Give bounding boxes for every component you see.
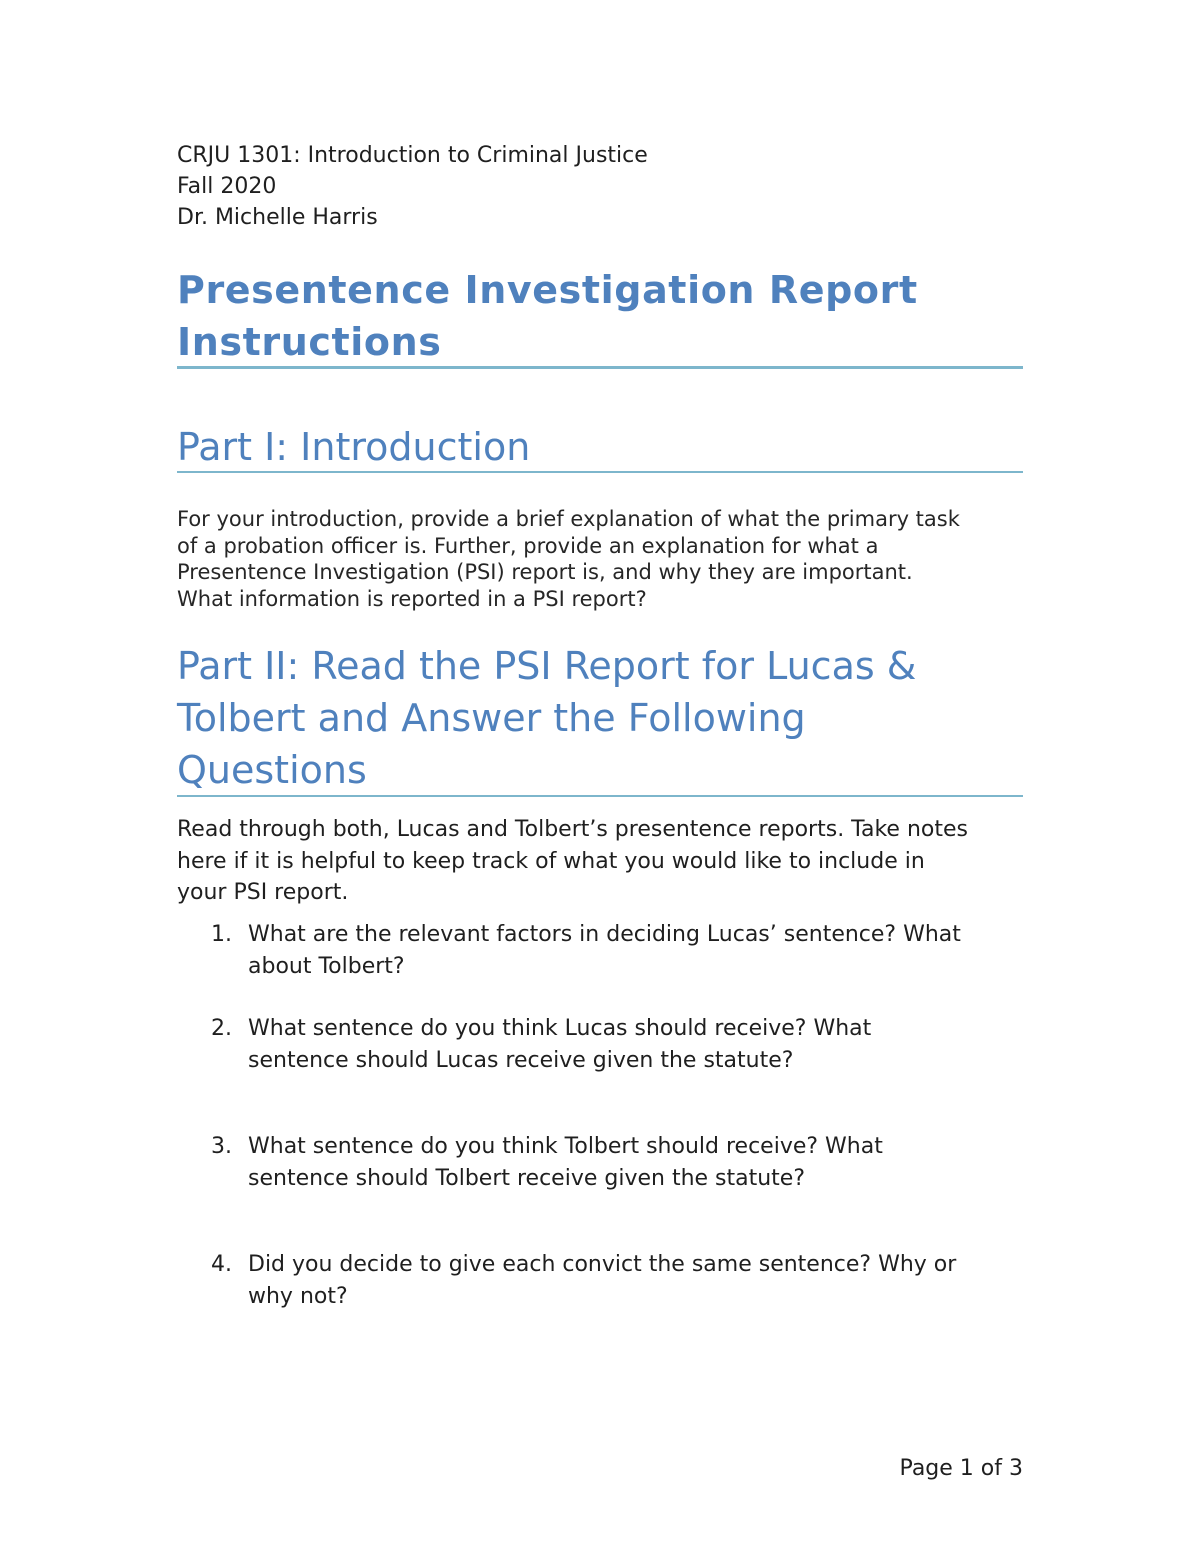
question-number: 3. (211, 1134, 232, 1159)
instructor-name: Dr. Michelle Harris (177, 205, 378, 230)
document-title (177, 264, 1023, 368)
part2-heading-line: Tolbert and Answer the Following (177, 696, 806, 740)
course-header (177, 140, 648, 233)
question-line: about Tolbert? (248, 953, 405, 979)
question-line: sentence should Lucas receive given the statute? (248, 1047, 794, 1073)
title-line-2: Instructions (177, 320, 442, 364)
part1-line: Presentence Investigation (PSI) report is, and why they are important. (177, 560, 913, 584)
part1-divider (177, 471, 1023, 473)
question-number: 2. (211, 1016, 232, 1041)
question-line: What are the relevant factors in deciding Lucas’ sentence? What (248, 922, 961, 947)
part2-heading (177, 640, 1023, 796)
title-divider (177, 366, 1023, 369)
question-line: What sentence do you think Lucas should receive? What (248, 1016, 872, 1041)
question-text (248, 1013, 1023, 1076)
question-text (248, 1131, 1023, 1194)
course-name: CRJU 1301: Introduction to Criminal Justice (177, 143, 648, 168)
part2-intro-line: your PSI report. (177, 880, 349, 905)
part1-line: For your introduction, provide a brief explanation of what the primary task (177, 507, 960, 531)
part1-heading: Part I: Introduction (177, 425, 531, 469)
question-number: 4. (211, 1252, 232, 1277)
document-page (177, 0, 1023, 1553)
title-line-1: Presentence Investigation Report (177, 268, 918, 312)
course-term: Fall 2020 (177, 174, 277, 199)
question-text (248, 919, 1023, 982)
part2-heading-line: Part II: Read the PSI Report for Lucas & (177, 644, 917, 688)
part2-intro (177, 814, 1023, 909)
part2-intro-line: here if it is helpful to keep track of what you would like to include in (177, 848, 925, 874)
page-number: Page 1 of 3 (899, 1456, 1023, 1481)
part2-intro-line: Read through both, Lucas and Tolbert’s presentence reports. Take notes (177, 817, 968, 842)
question-line: Did you decide to give each convict the same sentence? Why or (248, 1252, 957, 1277)
part1-line: What information is reported in a PSI report? (177, 586, 647, 611)
part1-line: of a probation officer is. Further, provide an explanation for what a (177, 533, 879, 558)
question-line: What sentence do you think Tolbert should receive? What (248, 1134, 883, 1159)
question-line: why not? (248, 1283, 348, 1309)
part2-divider (177, 795, 1023, 797)
question-number: 1. (211, 922, 232, 947)
part2-heading-line: Questions (177, 748, 367, 792)
question-line: sentence should Tolbert receive given the statute? (248, 1165, 806, 1191)
part1-instructions (177, 506, 1023, 612)
question-text (248, 1249, 1023, 1312)
